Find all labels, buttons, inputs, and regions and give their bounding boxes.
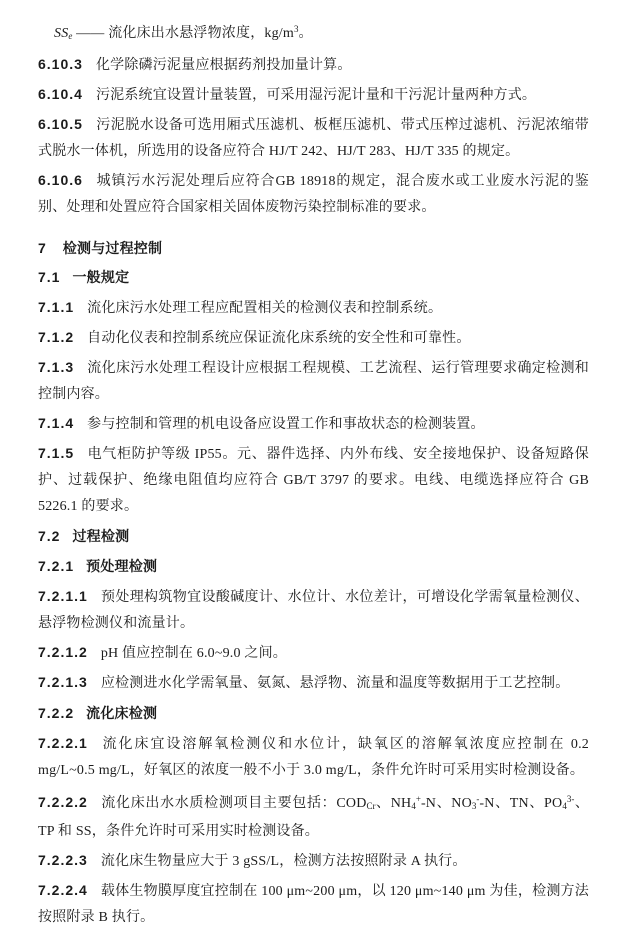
section-heading-7.2.1 (38, 553, 589, 579)
clause-number: 7.2.2.4 (38, 882, 88, 898)
clause-7.1.5 (38, 440, 589, 520)
clause-number: 7.2.2.2 (38, 794, 88, 810)
text-segment: 污泥系统宜设置计量装置，可采用湿污泥计量和干污泥计量两种方式。 (95, 88, 537, 103)
clause-7.2.1.3 (38, 669, 589, 697)
clause-number: 6.10.4 (38, 86, 83, 102)
clause-7.2.2.4 (38, 877, 589, 931)
text-segment: 。 (298, 26, 313, 41)
clause-7.1.3 (38, 354, 589, 408)
clause-number: 7.1.3 (38, 359, 75, 375)
text-segment: e (68, 31, 73, 41)
section-heading-7.2.2 (38, 700, 589, 726)
text-segment: -N、NO (420, 796, 472, 811)
text-segment: - (476, 794, 480, 804)
text-segment: 化学除磷污泥量应根据药剂投加量计算。 (95, 58, 352, 73)
text-segment: 流化床污水处理工程应配置相关的检测仪表和控制系统。 (87, 301, 443, 316)
text-segment: —— 流化床出水悬浮物浓度，kg/m (72, 26, 294, 41)
text-segment: 、NH (375, 796, 412, 811)
text-segment: 流化床生物量应大于 3 gSS/L，检测方法按照附录 A 执行。 (100, 854, 467, 869)
clause-7.2.2.3 (38, 847, 589, 875)
text-segment: 预处理构筑物宜设酸碱度计、水位计、水位差计，可增设化学需氧量检测仪、悬浮物检测仪和流量计。 (38, 590, 589, 631)
clause-number: 7.1.1 (38, 299, 75, 315)
clause-number: 6.10.3 (38, 56, 83, 72)
clause-number: 7.1.5 (38, 445, 75, 461)
clause-7.1.4 (38, 410, 589, 438)
text-segment: 3 (294, 24, 299, 34)
section-heading-7.1 (38, 264, 589, 290)
text-segment: 污泥脱水设备可选用厢式压滤机、板框压滤机、带式压榨过滤机、污泥浓缩带式脱水一体机，所选用的设备应符合 HJ/T 242、HJ/T 283、HJ/T 335 的规定。 (38, 118, 589, 159)
clause-7.2.1.2 (38, 639, 589, 667)
text-segment: Cr (366, 801, 376, 811)
text-segment: 城镇污水污泥处理后应符合GB 18918的规定，混合废水或工业废水污泥的鉴别、处理和处置应符合国家相关固体废物污染控制标准的要求。 (38, 174, 589, 215)
clause-number: 6.10.5 (38, 116, 83, 132)
term-definition (38, 16, 589, 49)
text-segment: -N、TN、PO (479, 796, 563, 811)
clause-number: 7.2.1.2 (38, 644, 88, 660)
clause-7.1.2 (38, 324, 589, 352)
clause-number: 7.2.1.1 (38, 588, 88, 604)
clause-number: 7.1.4 (38, 415, 75, 431)
text-segment: 载体生物膜厚度宜控制在 100 μm~200 μm，以 120 μm~140 μm 为佳，检测方法按照附录 B 执行。 (38, 884, 589, 925)
text-segment: 流化床检测 (86, 705, 158, 721)
text-segment: 3 (471, 801, 477, 811)
clause-number: 7.2.2.1 (38, 735, 88, 751)
text-segment: + (415, 794, 421, 804)
clause-number: 7.2.2 (38, 705, 75, 721)
text-segment: 4 (562, 801, 567, 811)
clause-7.2.1.1 (38, 583, 589, 637)
clause-number: 7.2.1 (38, 558, 75, 574)
text-segment: 自动化仪表和控制系统应保证流化床系统的安全性和可靠性。 (87, 331, 471, 346)
text-segment: 参与控制和管理的机电设备应设置工作和事故状态的检测装置。 (87, 417, 485, 432)
text-segment: 应检测进水化学需氧量、氨氮、悬浮物、流量和温度等数据用于工艺控制。 (100, 676, 570, 691)
clause-number: 7.1 (38, 269, 61, 285)
clause-number: 7.2 (38, 528, 61, 544)
text-segment: 电气柜防护等级 IP55。元、器件选择、内外布线、安全接地保护、设备短路保护、过载保护、绝缘电阻值均应符合 GB/T 3797 的要求。电线、电缆选择应符合 GB 5226.1 的要求。 (38, 447, 589, 514)
clause-number: 7.2.2.3 (38, 852, 88, 868)
clause-6.10.6 (38, 167, 589, 221)
clause-number: 7 (38, 240, 47, 256)
clause-7.2.2.2 (38, 786, 589, 845)
clause-number: 7.1.2 (38, 329, 75, 345)
text-segment: 流化床宜设溶解氧检测仪和水位计，缺氧区的溶解氧浓度应控制在 0.2 mg/L~0.5 mg/L，好氧区的浓度一般不小于 3.0 mg/L，条件允许时可采用实时检测设备。 (38, 737, 589, 778)
text-segment: pH 值应控制在 6.0~9.0 之间。 (100, 646, 288, 661)
text-segment: 流化床出水水质检测项目主要包括：COD (100, 796, 367, 811)
clause-7.1.1 (38, 294, 589, 322)
text-segment: 一般规定 (72, 269, 130, 285)
text-segment: 流化床污水处理工程设计应根据工程规模、工艺流程、运行管理要求确定检测和控制内容。 (38, 361, 589, 402)
clause-number: 6.10.6 (38, 172, 83, 188)
text-segment: 4 (411, 801, 416, 811)
section-heading-7 (38, 235, 589, 261)
section-heading-7.2 (38, 523, 589, 549)
clause-7.2.2.1 (38, 730, 589, 784)
clause-6.10.5 (38, 111, 589, 165)
text-segment: SS (54, 26, 69, 41)
clause-number: 7.2.1.3 (38, 674, 88, 690)
text-segment: 检测与过程控制 (62, 240, 163, 256)
text-segment: 过程检测 (72, 528, 130, 544)
clause-6.10.3 (38, 51, 589, 79)
text-segment: 预处理检测 (86, 558, 158, 574)
text-segment: 3- (566, 794, 575, 804)
text-segment: 、TP 和 SS，条件允许时可采用实时检测设备。 (38, 796, 590, 839)
clause-6.10.4 (38, 81, 589, 109)
